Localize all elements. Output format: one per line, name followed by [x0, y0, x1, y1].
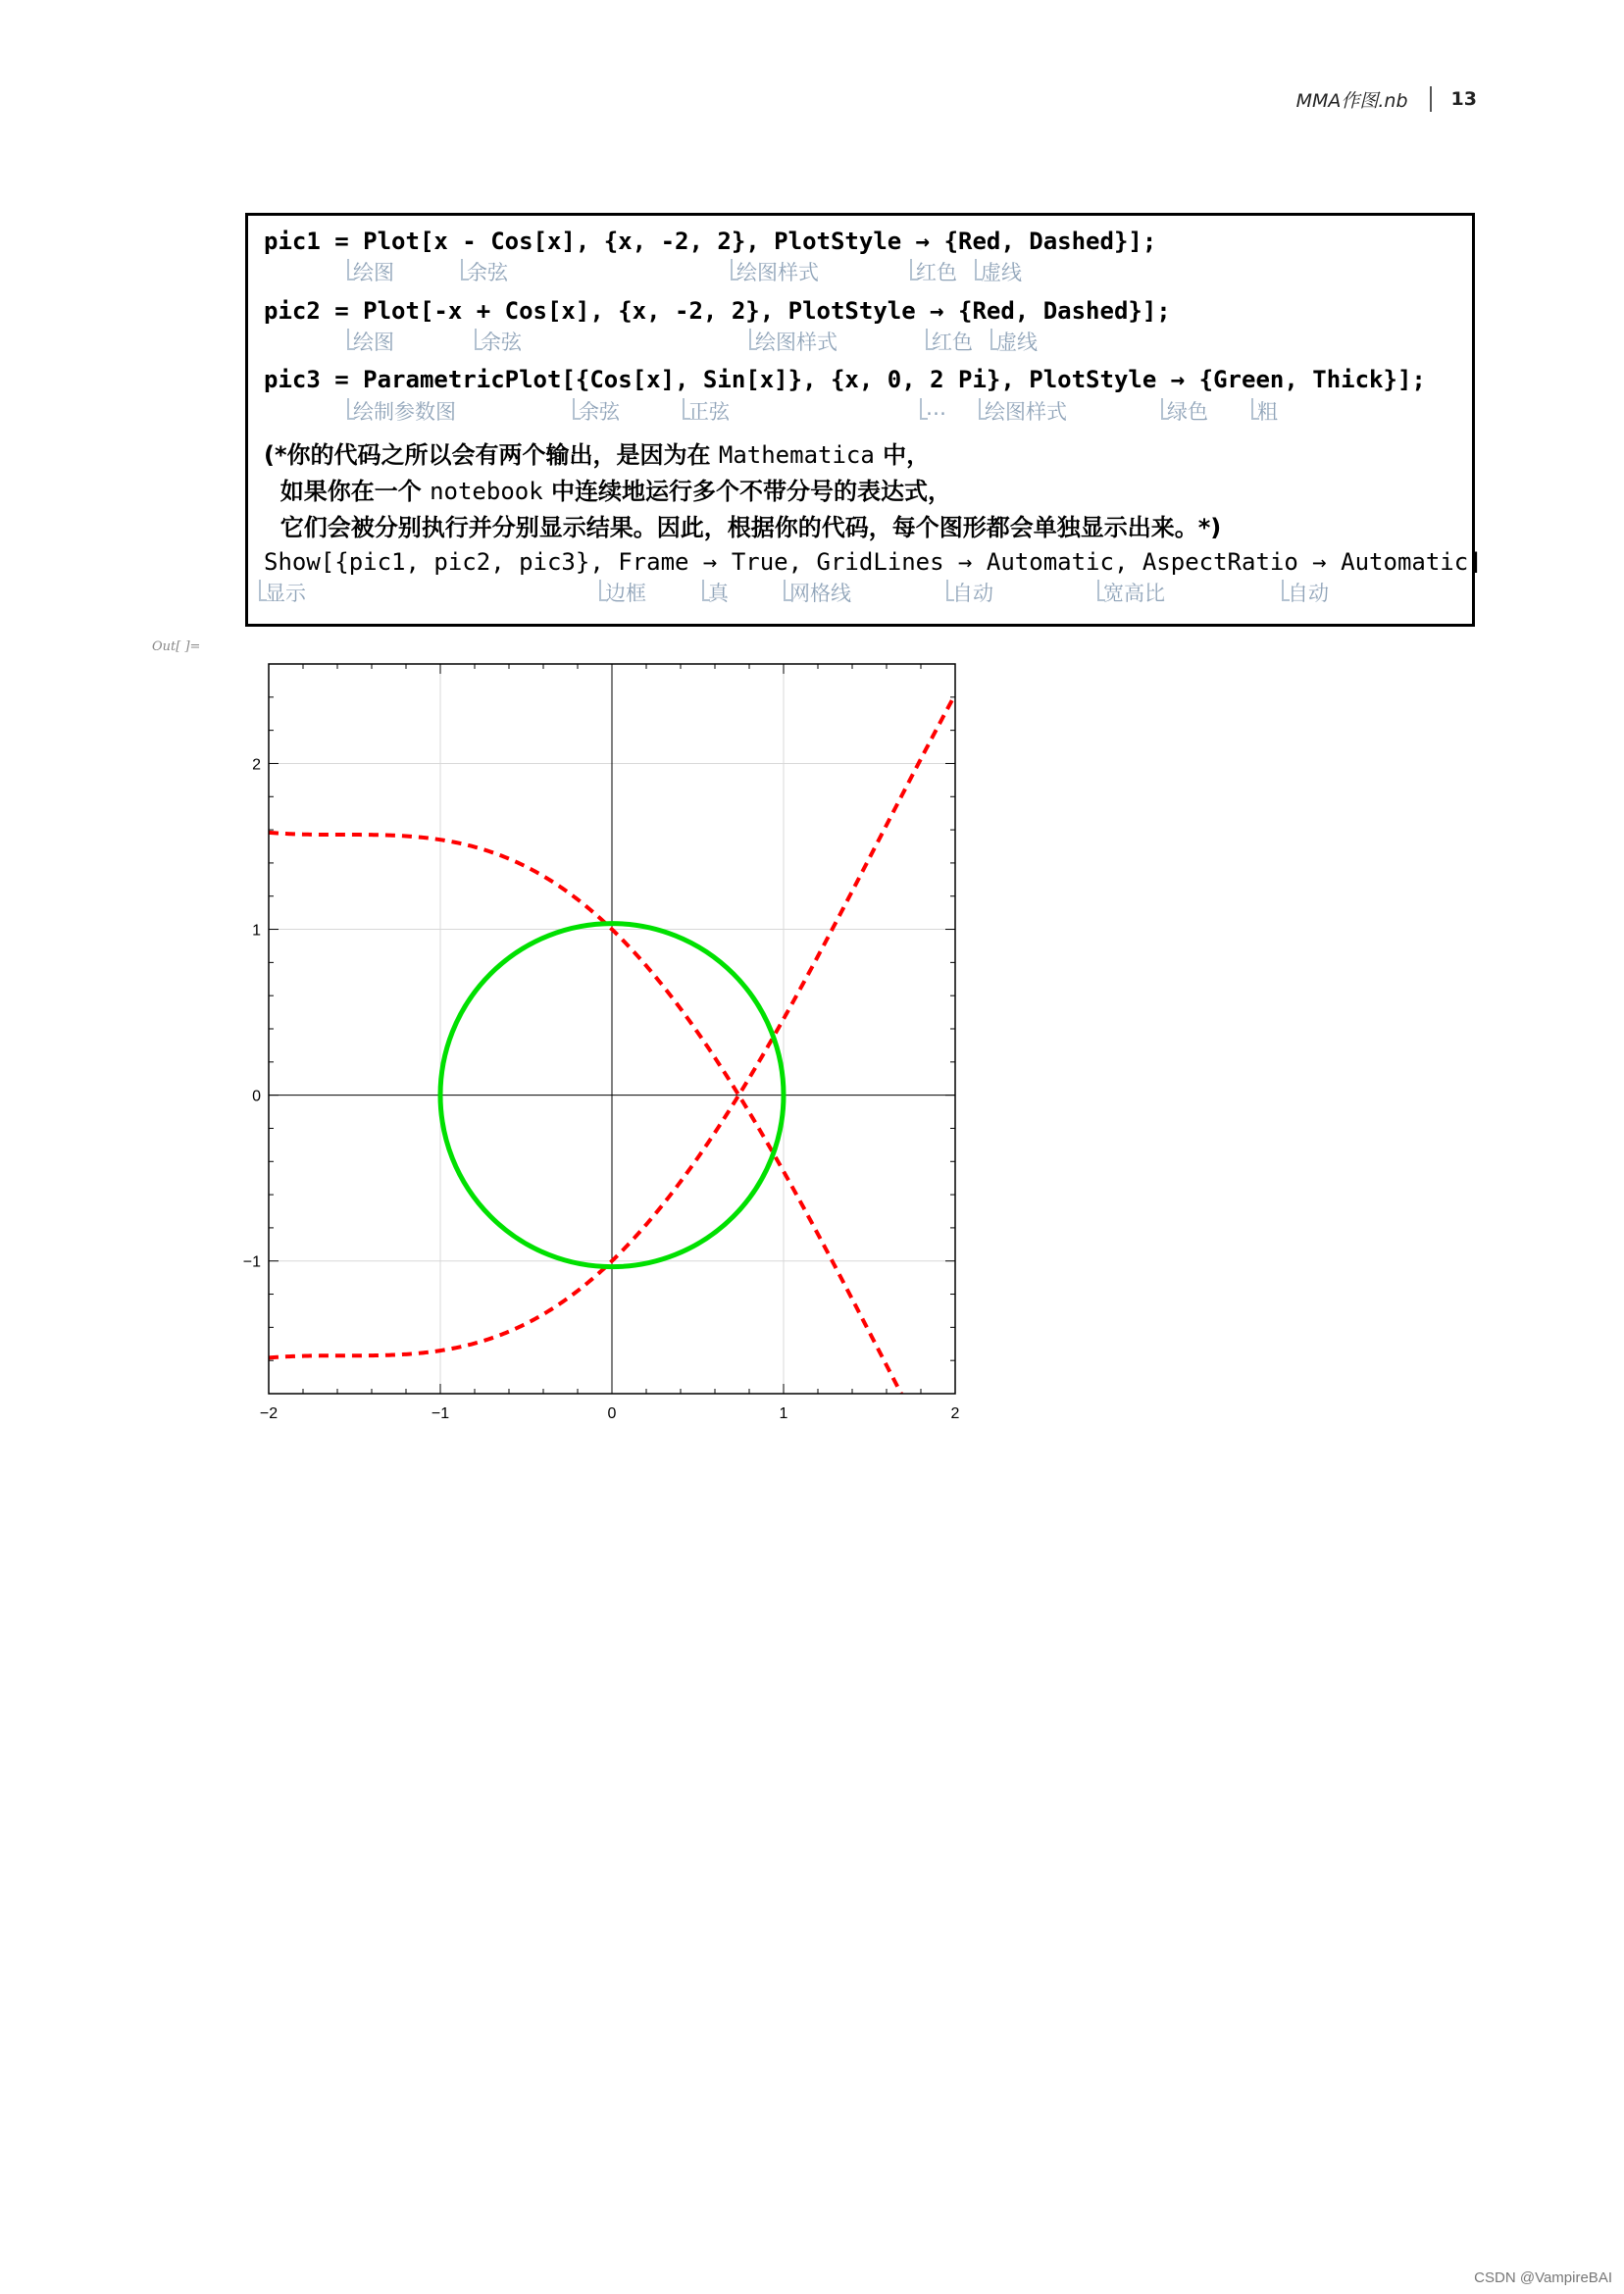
output-label: Out[ ]=	[152, 639, 201, 654]
x-tick-label: −1	[431, 1405, 450, 1422]
page-header	[1296, 82, 1477, 116]
hint-thick: 粗	[1257, 396, 1278, 426]
y-tick-label: 1	[252, 922, 261, 940]
hint-plotstyle: 绘图样式	[985, 396, 1067, 426]
hint-parametricplot: 绘制参数图	[353, 396, 456, 426]
hint-red: 红色	[916, 257, 957, 286]
hint-ellipsis: …	[926, 396, 946, 420]
input-cell[interactable]	[245, 213, 1483, 627]
x-tick-label: −2	[259, 1405, 279, 1422]
x-tick-label: 0	[607, 1405, 617, 1422]
x-tick-label: 1	[779, 1405, 788, 1422]
hint-plot: 绘图	[353, 327, 394, 356]
hint-true: 真	[708, 578, 729, 607]
code-comment-line-3[interactable]: 它们会被分别执行并分别显示结果。因此，根据你的代码，每个图形都会单独显示出来。*)	[264, 514, 1222, 541]
page-number: 13	[1450, 88, 1477, 110]
hint-plotstyle: 绘图样式	[755, 327, 837, 356]
code-line-pic2[interactable]: pic2 = Plot[-x + Cos[x], {x, -2, 2}, PlotStyle → {Red, Dashed}];	[264, 297, 1171, 325]
y-tick-label: 2	[252, 756, 261, 774]
code-comment-line-2[interactable]: 如果你在一个 notebook 中连续地运行多个不带分号的表达式，	[264, 478, 952, 505]
hint-sin: 正弦	[688, 396, 730, 426]
header-divider	[1430, 86, 1432, 112]
code-comment-line-1[interactable]: (*你的代码之所以会有两个输出，是因为在 Mathematica 中，	[264, 441, 931, 469]
hint-dashed: 虚线	[996, 327, 1038, 356]
code-line-pic3[interactable]: pic3 = ParametricPlot[{Cos[x], Sin[x]}, {x, 0, 2 Pi}, PlotStyle → {Green, Thick}];	[264, 366, 1426, 393]
hint-cos: 余弦	[579, 396, 620, 426]
plot-axes	[269, 664, 955, 1394]
hint-red: 红色	[932, 327, 973, 356]
output-plot[interactable]	[235, 652, 961, 1437]
hint-gridlines: 网格线	[789, 578, 851, 607]
code-line-show[interactable]: Show[{pic1, pic2, pic3}, Frame → True, GridLines → Automatic, AspectRatio → Automatic]	[264, 548, 1483, 576]
hint-show: 显示	[265, 578, 306, 607]
hint-green: 绿色	[1167, 396, 1208, 426]
hint-automatic: 自动	[1288, 578, 1329, 607]
hint-dashed: 虚线	[981, 257, 1022, 286]
code-line-pic1[interactable]: pic1 = Plot[x - Cos[x], {x, -2, 2}, PlotStyle → {Red, Dashed}];	[264, 228, 1157, 255]
hint-plot: 绘图	[353, 257, 394, 286]
hint-plotstyle: 绘图样式	[736, 257, 819, 286]
hint-aspectratio: 宽高比	[1103, 578, 1165, 607]
watermark: CSDN @VampireBAI	[1474, 2269, 1612, 2286]
y-tick-label: −1	[242, 1253, 261, 1271]
y-tick-label: 0	[252, 1088, 261, 1105]
hint-automatic: 自动	[952, 578, 993, 607]
notebook-filename: MMA作图.nb	[1295, 89, 1408, 112]
hint-frame: 边框	[605, 578, 646, 607]
plot-tick-labels	[243, 756, 960, 1422]
hint-cos: 余弦	[467, 257, 508, 286]
x-tick-label: 2	[950, 1405, 960, 1422]
hint-cos: 余弦	[481, 327, 522, 356]
